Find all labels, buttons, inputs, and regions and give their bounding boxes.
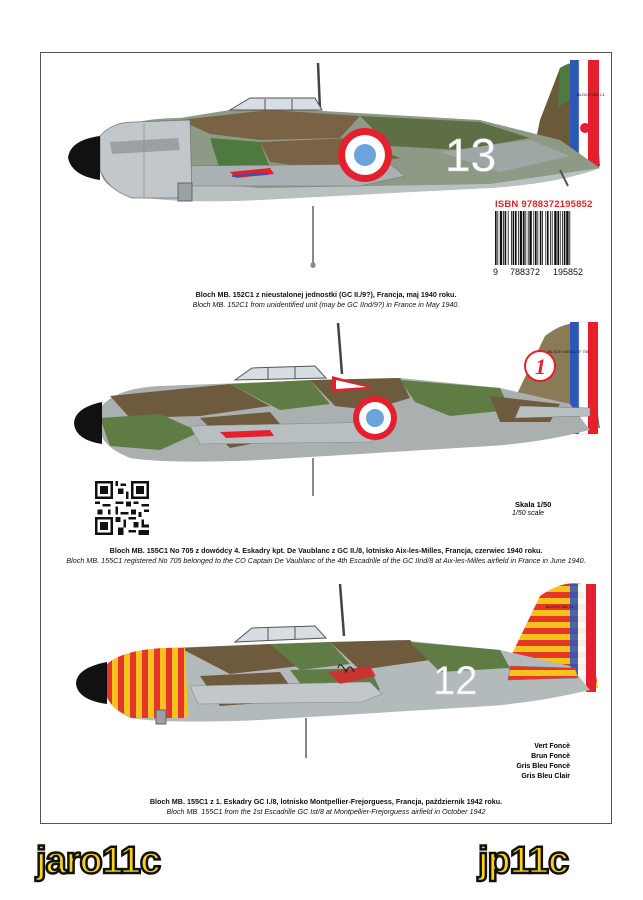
scale-label-en: 1/50 scale bbox=[512, 510, 544, 517]
plane-1-caption-pl: Bloch MB. 152C1 z nieustalonej jednostki (GC II./9?), Francja, maj 1940 roku. bbox=[195, 290, 457, 299]
scale-label: Skala 1/50 bbox=[515, 500, 552, 509]
plane-3-tail-text: BLOCH 155 C1 bbox=[546, 604, 574, 609]
plane-2-tail-text: BLOCH 155 C1 N° 705 bbox=[548, 349, 590, 354]
legend-gris-bleu-clair: Gris Bleu Clair bbox=[521, 773, 570, 780]
brand-right: jp11c bbox=[478, 840, 569, 882]
isbn-barcode bbox=[493, 211, 597, 269]
brand-left: jaro11c bbox=[36, 840, 160, 882]
plane-2-number: 1 bbox=[535, 354, 546, 379]
plane-2-caption-en: Bloch MB. 155C1 registered No 705 belonged to the CO Captain De Vaublanc of the 4th Escadrille of the GC IInd/8 at Aix-les-Milles airfield in France in June 1940. bbox=[66, 556, 586, 565]
plane-1-number: 13 bbox=[445, 129, 497, 181]
plane-1-tail-text: BLOCH 152 C1 bbox=[577, 92, 605, 97]
isbn-label: ISBN 9788372195852 bbox=[495, 199, 593, 210]
legend-gris-bleu-fonce: Gris Bleu Foncè bbox=[516, 763, 570, 770]
plane-3-caption-en: Bloch MB. 155C1 from the 1st Escadrille GC Ist/8 at Montpellier-Frejorguess airfield in October 1942 bbox=[166, 807, 486, 816]
isbn-digit-group-2: 195852 bbox=[553, 267, 584, 277]
plane-2-caption-pl: Bloch MB. 155C1 No 705 z dowódcy 4. Eskadry kpt. De Vaublanc z GC II./8, lotnisko Aix-les-Milles, Francja, czerwiec 1940 roku. bbox=[109, 546, 543, 555]
legend-vert-fonce: Vert Foncè bbox=[534, 743, 570, 750]
plane-2-bloch-155-no705 bbox=[70, 318, 610, 503]
plane-3-number: 12 bbox=[433, 659, 478, 703]
qr-code bbox=[95, 481, 149, 535]
isbn-digit-group-1: 788372 bbox=[510, 267, 541, 277]
plane-1-caption-en: Bloch MB. 152C1 from unidentified unit (may be GC IInd/9?) in France in May 1940. bbox=[192, 300, 460, 309]
isbn-digit-prefix: 9 bbox=[493, 267, 499, 277]
legend-brun-fonce: Brun Foncè bbox=[531, 753, 570, 760]
plane-3-caption-pl: Bloch MB. 155C1 z 1. Eskadry GC I./8, lotnisko Montpellier-Frejorguess, Francja, październik 1942 roku. bbox=[149, 797, 503, 806]
camouflage-legend bbox=[506, 742, 570, 782]
